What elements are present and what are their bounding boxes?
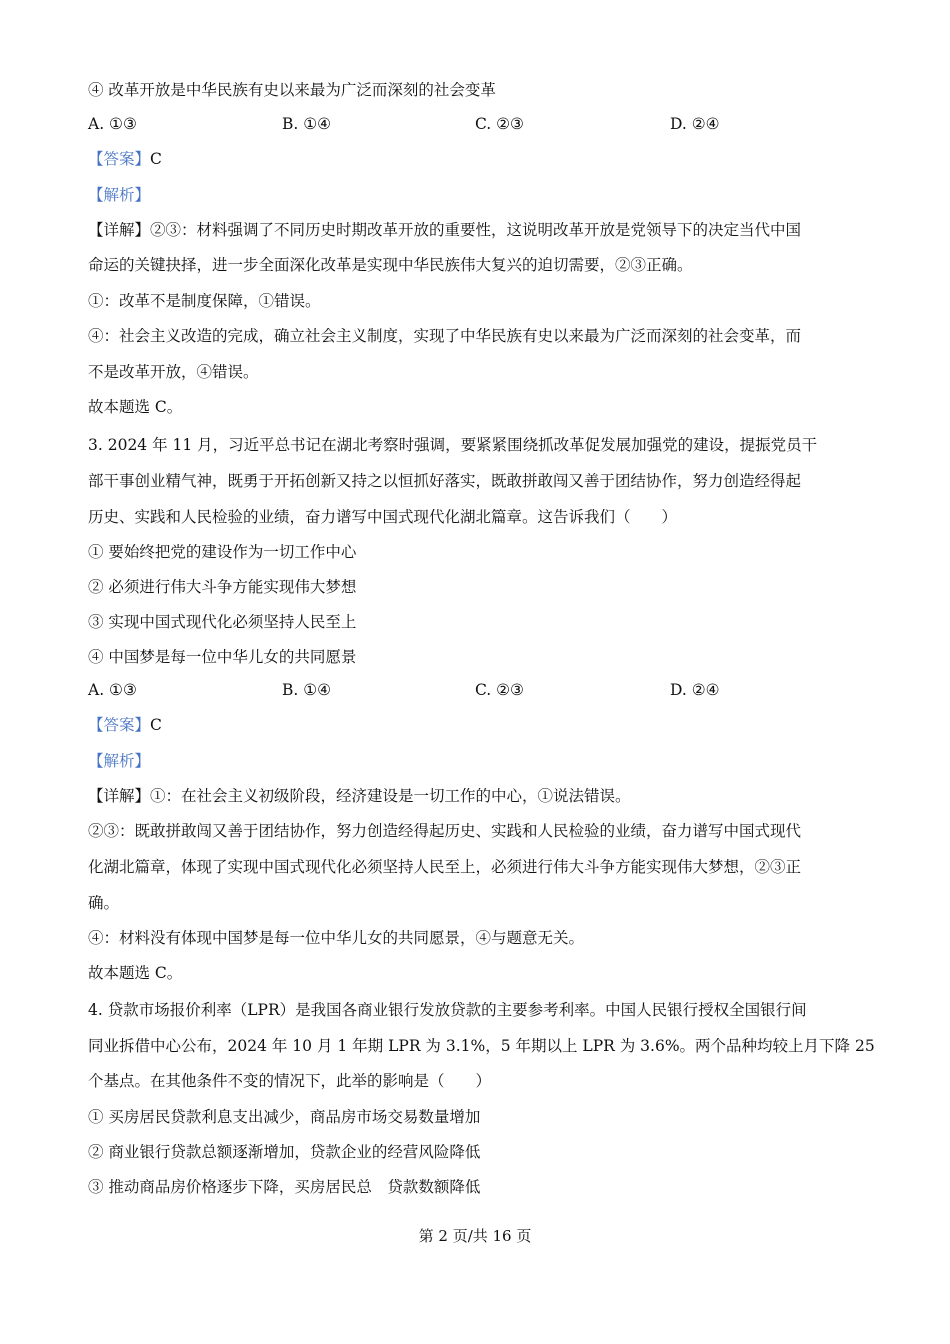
q2-detail-line-5: 不是改革开放，④错误。 bbox=[88, 363, 259, 381]
q4-stem-line-1: 4. 贷款市场报价利率（LPR）是我国各商业银行发放贷款的主要参考利率。中国人民银行授权全国银行间 bbox=[88, 1001, 807, 1019]
q2-detail-line-1 bbox=[88, 220, 868, 240]
q3-detail-line-5: ④：材料没有体现中国梦是每一位中华儿女的共同愿景，④与题意无关。 bbox=[88, 929, 585, 947]
q3-option-b: B. ①④ bbox=[282, 681, 332, 699]
detail-tag: 【详解】 bbox=[88, 787, 151, 805]
answer-value: C bbox=[150, 150, 162, 168]
q4-item-3: ③ 推动商品房价格逐步下降，买房居民总 贷款数额降低 bbox=[88, 1178, 481, 1196]
q3-detail-line-1 bbox=[88, 786, 868, 806]
q3-answer bbox=[88, 715, 868, 735]
q3-stem-line-1: 3. 2024 年 11 月，习近平总书记在湖北考察时强调，要紧紧围绕抓改革促发展加强党的建设，提振党员干 bbox=[88, 436, 818, 454]
q2-conclusion: 故本题选 C。 bbox=[88, 398, 183, 416]
answer-tag: 【答案】 bbox=[88, 150, 151, 168]
q3-item-2: ② 必须进行伟大斗争方能实现伟大梦想 bbox=[88, 578, 357, 596]
q3-detail-line-3: 化湖北篇章，体现了实现中国式现代化必须坚持人民至上，必须进行伟大斗争方能实现伟大梦想，②③正 bbox=[88, 858, 802, 876]
q3-item-4: ④ 中国梦是每一位中华儿女的共同愿景 bbox=[88, 648, 357, 666]
q3-option-a: A. ①③ bbox=[88, 681, 137, 699]
q2-option-d: D. ②④ bbox=[670, 115, 720, 133]
q3-stem-line-3: 历史、实践和人民检验的业绩，奋力谱写中国式现代化湖北篇章。这告诉我们（ ） bbox=[88, 508, 678, 526]
answer-tag: 【答案】 bbox=[88, 716, 151, 734]
q4-item-1: ① 买房居民贷款利息支出减少，商品房市场交易数量增加 bbox=[88, 1108, 481, 1126]
q2-option-a: A. ①③ bbox=[88, 115, 137, 133]
q2-item-4: ④ 改革开放是中华民族有史以来最为广泛而深刻的社会变革 bbox=[88, 81, 496, 99]
q3-item-3: ③ 实现中国式现代化必须坚持人民至上 bbox=[88, 613, 357, 631]
q2-detail-line-3: ①：改革不是制度保障，①错误。 bbox=[88, 292, 321, 310]
q3-detail-line-4: 确。 bbox=[88, 894, 120, 912]
q4-item-2: ② 商业银行贷款总额逐渐增加，贷款企业的经营风险降低 bbox=[88, 1143, 481, 1161]
q4-stem-line-3: 个基点。在其他条件不变的情况下，此举的影响是（ ） bbox=[88, 1072, 492, 1090]
q3-option-d: D. ②④ bbox=[670, 681, 720, 699]
q3-stem-line-2: 部干事创业精气神，既勇于开拓创新又持之以恒抓好落实，既敢拼敢闯又善于团结协作，努力创造经得起 bbox=[88, 472, 802, 490]
detail-text: ①：在社会主义初级阶段，经济建设是一切工作的中心，①说法错误。 bbox=[150, 787, 631, 805]
q3-conclusion: 故本题选 C。 bbox=[88, 964, 183, 982]
q3-detail-line-2: ②③：既敢拼敢闯又善于团结协作，努力创造经得起历史、实践和人民检验的业绩，奋力谱写中国式现代 bbox=[88, 822, 802, 840]
q4-stem-line-2: 同业拆借中心公布，2024 年 10 月 1 年期 LPR 为 3.1%，5 年期以上 LPR 为 3.6%。两个品种均较上月下降 25 bbox=[88, 1037, 875, 1055]
detail-tag: 【详解】 bbox=[88, 221, 151, 239]
q3-option-c: C. ②③ bbox=[475, 681, 524, 699]
page-footer: 第 2 页/共 16 页 bbox=[418, 1227, 532, 1245]
q2-answer bbox=[88, 149, 868, 169]
q3-item-1: ① 要始终把党的建设作为一切工作中心 bbox=[88, 543, 357, 561]
q2-option-b: B. ①④ bbox=[282, 115, 332, 133]
detail-text: ②③：材料强调了不同历史时期改革开放的重要性，这说明改革开放是党领导下的决定当代中国 bbox=[150, 221, 802, 239]
answer-value: C bbox=[150, 716, 162, 734]
q2-option-c: C. ②③ bbox=[475, 115, 524, 133]
q3-analysis-tag: 【解析】 bbox=[88, 752, 151, 770]
q2-detail-line-2: 命运的关键抉择，进一步全面深化改革是实现中华民族伟大复兴的迫切需要，②③正确。 bbox=[88, 256, 693, 274]
q2-analysis-tag: 【解析】 bbox=[88, 186, 151, 204]
q2-detail-line-4: ④：社会主义改造的完成，确立社会主义制度，实现了中华民族有史以来最为广泛而深刻的社会变革，而 bbox=[88, 327, 802, 345]
